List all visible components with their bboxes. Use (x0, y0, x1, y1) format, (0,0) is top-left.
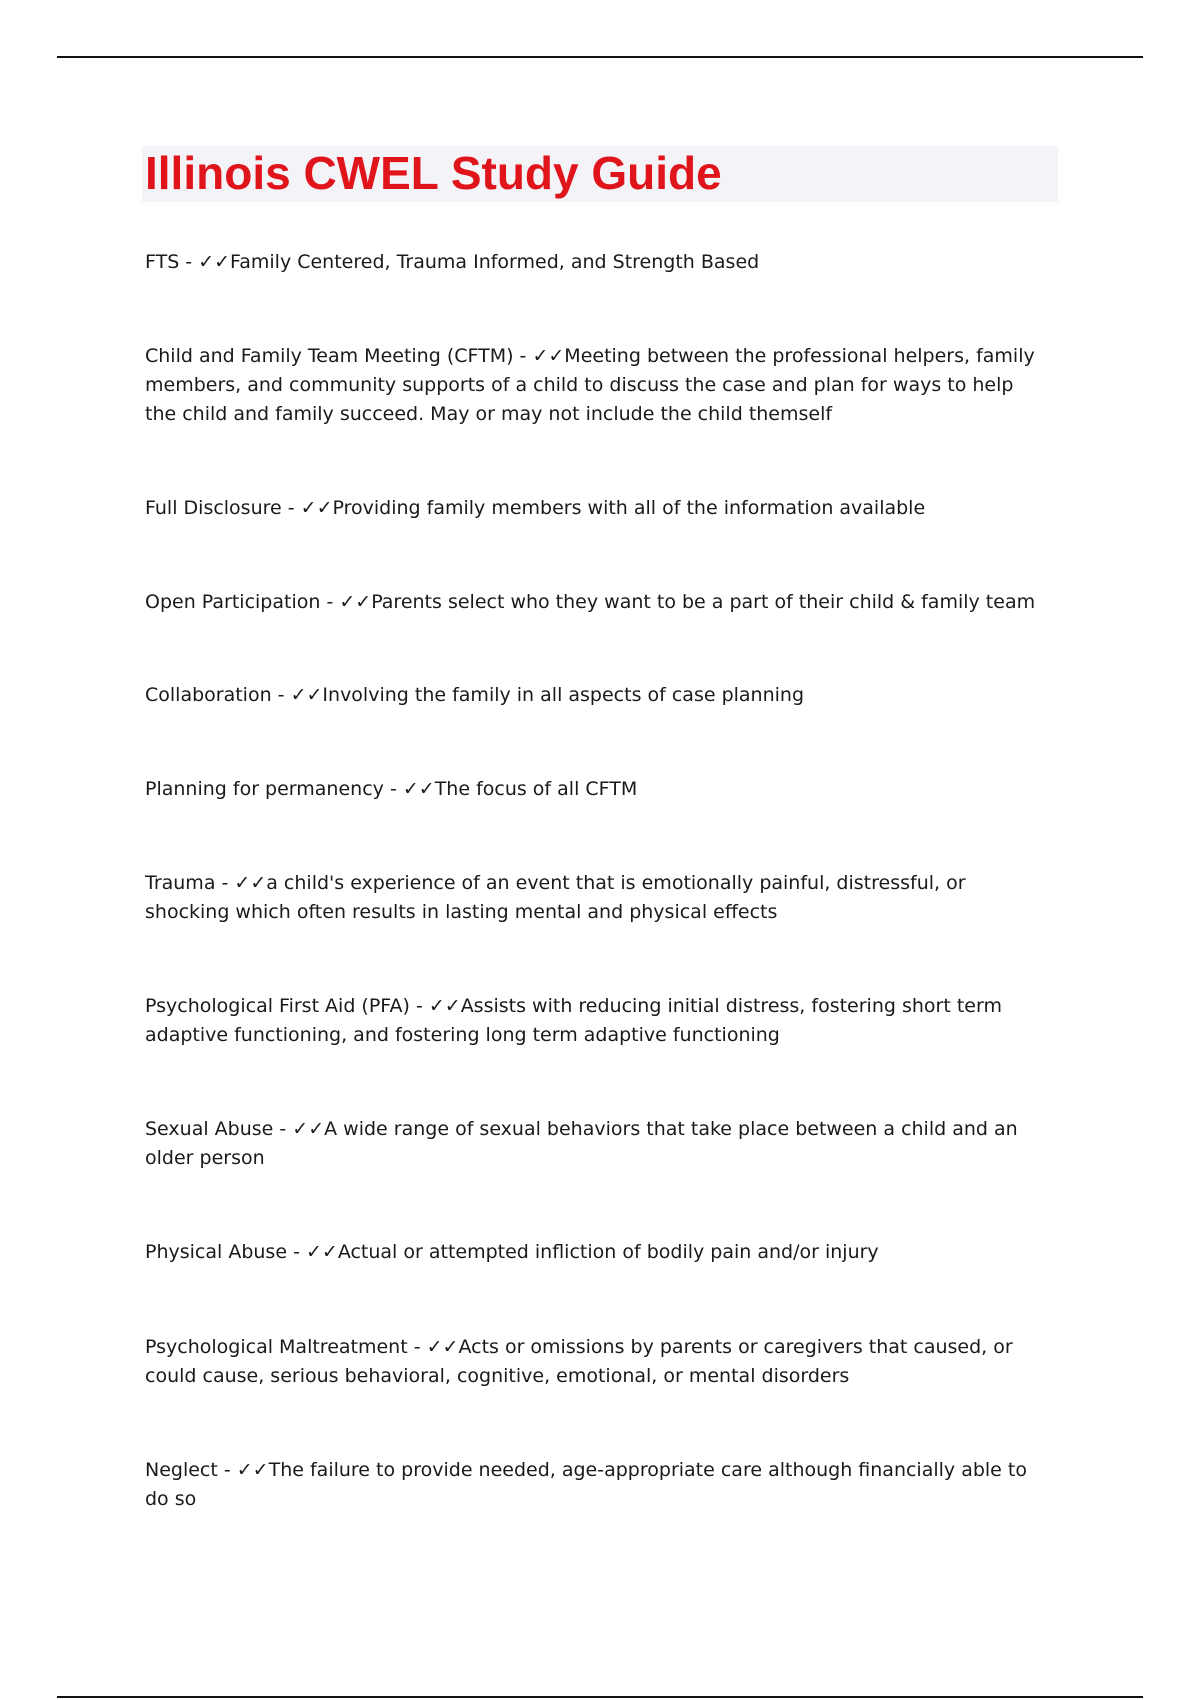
entry-term: Sexual Abuse (145, 1118, 274, 1140)
list-item (145, 1238, 1050, 1267)
page-title: Illinois CWEL Study Guide (145, 147, 722, 199)
entry-definition: Assists with reducing initial distress, fostering short term adaptive functioning, and fostering long term adaptive functioning (145, 995, 1002, 1046)
entry-definition: Actual or attempted infliction of bodily pain and/or injury (337, 1241, 879, 1263)
entry-separator: - (217, 1459, 237, 1481)
list-item (145, 775, 1050, 804)
entry-separator: - (281, 497, 301, 519)
entry-term: Physical Abuse (145, 1241, 288, 1263)
entry-definition: The focus of all CFTM (434, 778, 638, 800)
check-marks: ✓✓ (236, 1459, 269, 1481)
list-item (145, 1333, 1050, 1391)
entry-term: Full Disclosure (145, 497, 282, 519)
check-marks: ✓✓ (290, 684, 323, 706)
check-marks: ✓✓ (426, 1336, 459, 1358)
list-item (145, 992, 1050, 1050)
entry-separator: - (407, 1336, 427, 1358)
entry-separator: - (320, 591, 340, 613)
entry-definition: Providing family members with all of the information available (332, 497, 926, 519)
list-item (145, 494, 1050, 523)
top-rule (57, 56, 1143, 58)
check-marks: ✓✓ (402, 778, 435, 800)
check-marks: ✓✓ (339, 591, 372, 613)
entry-definition: The failure to provide needed, age-appropriate care although financially able to do so (145, 1459, 1027, 1510)
entry-separator: - (287, 1241, 306, 1263)
entry-separator: - (215, 872, 235, 894)
entry-definition: Involving the family in all aspects of case planning (322, 684, 805, 706)
list-item (145, 248, 1050, 277)
entry-term: Psychological First Aid (PFA) (145, 995, 410, 1017)
entry-separator: - (271, 684, 291, 706)
entry-term: Planning for permanency (145, 778, 384, 800)
entry-term: Child and Family Team Meeting (CFTM) (145, 345, 514, 367)
entry-term: FTS (145, 251, 180, 273)
list-item (145, 681, 1050, 710)
entry-definition: Acts or omissions by parents or caregivers that caused, or could cause, serious behavioral, cognitive, emotional, or mental disorders (145, 1336, 1013, 1387)
list-item (145, 342, 1050, 429)
list-item (145, 869, 1050, 927)
entry-term: Open Participation (145, 591, 321, 613)
entry-term: Neglect (145, 1459, 218, 1481)
entry-separator: - (179, 251, 199, 273)
entry-separator: - (383, 778, 403, 800)
bottom-rule (57, 1696, 1143, 1698)
list-item (145, 1115, 1050, 1173)
entry-separator: - (273, 1118, 293, 1140)
entry-term: Psychological Maltreatment (145, 1336, 408, 1358)
check-marks: ✓✓ (198, 251, 231, 273)
entry-term: Collaboration (145, 684, 272, 706)
list-item (145, 588, 1050, 617)
check-marks: ✓✓ (300, 497, 333, 519)
entry-definition: a child's experience of an event that is emotionally painful, distressful, or shocking which often results in lasting mental and physical effects (145, 872, 966, 923)
entry-separator: - (409, 995, 429, 1017)
entry-definition: A wide range of sexual behaviors that take place between a child and an older person (145, 1118, 1018, 1169)
check-marks: ✓✓ (428, 995, 461, 1017)
entry-definition: Parents select who they want to be a part of their child & family team (371, 591, 1036, 613)
check-marks: ✓✓ (234, 872, 267, 894)
check-marks: ✓✓ (305, 1241, 338, 1263)
entry-definition: Meeting between the professional helpers, family members, and community supports of a child to discuss the case and plan for ways to help the child and family succeed. May or may not include the child themself (145, 345, 1035, 425)
check-marks: ✓✓ (292, 1118, 325, 1140)
entry-term: Trauma (145, 872, 216, 894)
check-marks: ✓✓ (532, 345, 565, 367)
entry-definition: Family Centered, Trauma Informed, and Strength Based (230, 251, 760, 273)
list-item (145, 1456, 1050, 1514)
entry-separator: - (513, 345, 533, 367)
